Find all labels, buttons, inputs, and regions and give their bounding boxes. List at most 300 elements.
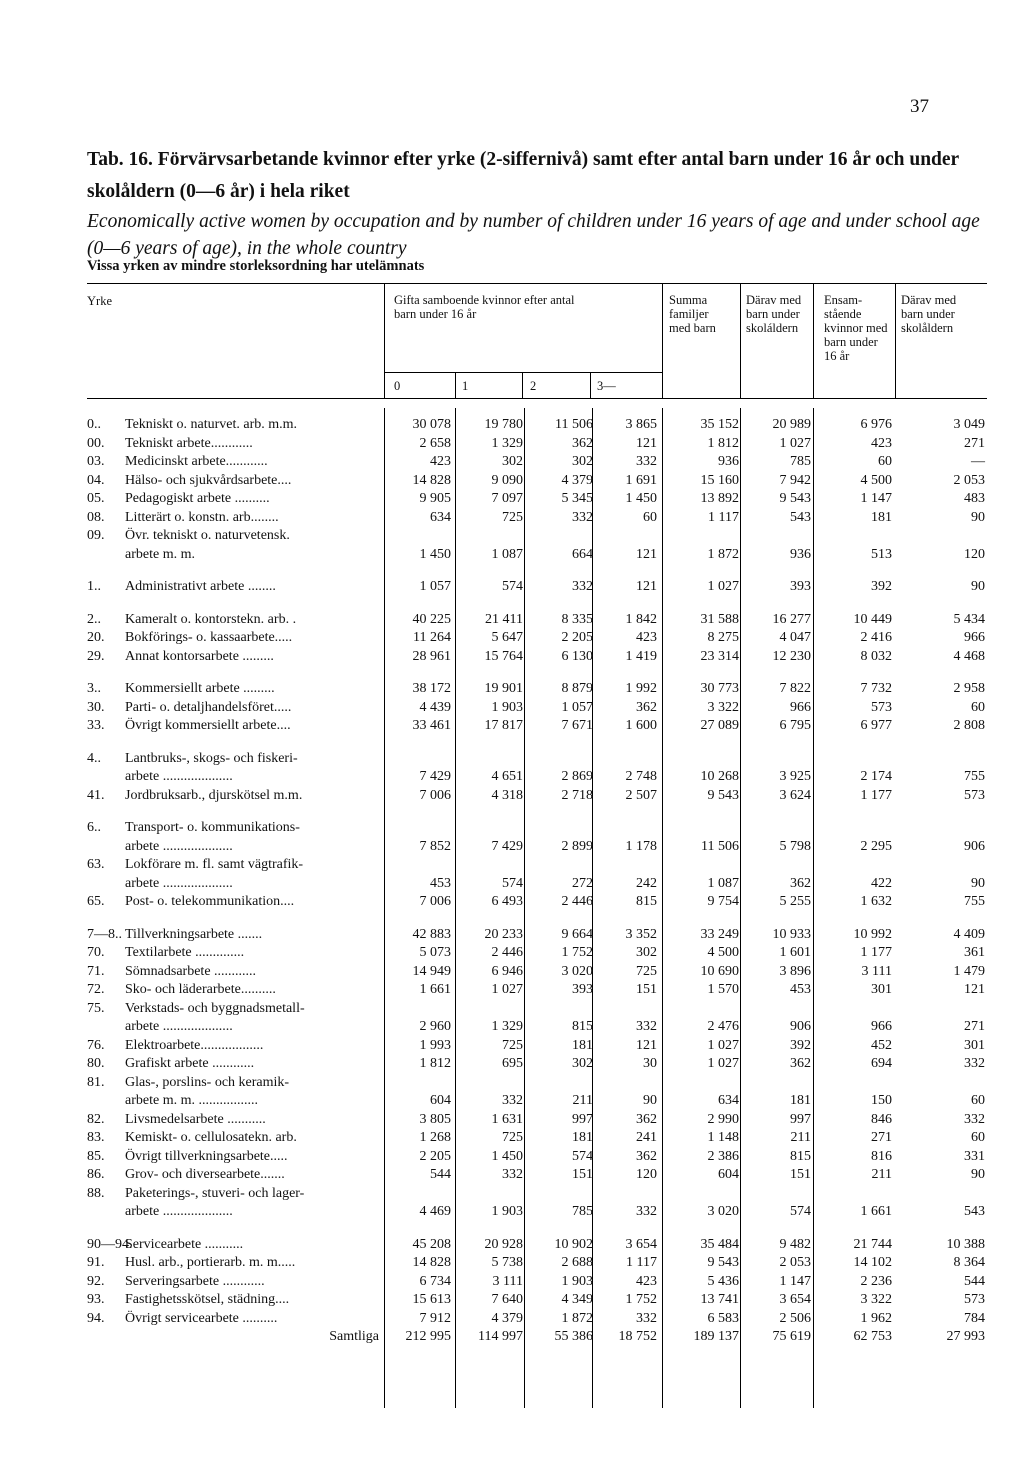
row-value: 1 479 <box>953 963 985 979</box>
table-row <box>87 1148 987 1167</box>
row-value: 2 205 <box>419 1148 451 1164</box>
row-label: Annat kontorsarbete ......... <box>125 648 274 664</box>
row-value: 1 027 <box>707 1056 739 1071</box>
row-value: 9 543 <box>779 491 811 506</box>
row-value: 12 230 <box>772 648 811 664</box>
row-value: 1 450 <box>491 1148 523 1164</box>
row-value: 936 <box>790 546 811 562</box>
row-value: 362 <box>790 1056 811 1071</box>
row-value: 6 795 <box>779 718 811 733</box>
row-value: 121 <box>636 435 657 451</box>
row-label: arbete .................... <box>125 875 233 891</box>
table-row <box>87 1018 987 1037</box>
row-value: 5 798 <box>779 838 811 854</box>
row-label: Litterärt o. konstn. arb........ <box>125 509 279 525</box>
header-bottom-rule <box>87 398 987 399</box>
row-value: 3 865 <box>625 417 657 432</box>
table-row <box>87 981 987 1000</box>
table-row <box>87 1037 987 1056</box>
table-row <box>87 472 987 491</box>
row-value: 15 764 <box>484 648 523 664</box>
row-value: 20 989 <box>772 417 811 432</box>
table-row <box>87 787 987 806</box>
row-value: 3 654 <box>625 1236 657 1252</box>
header-sub-3: 3— <box>597 379 616 393</box>
row-value: 694 <box>871 1056 892 1071</box>
row-label: Verkstads- och byggnadsmetall- <box>125 1000 305 1016</box>
row-code: 75. <box>87 1000 105 1016</box>
row-code: 70. <box>87 945 105 960</box>
row-value: 30 <box>643 1056 657 1071</box>
row-value: 181 <box>871 509 892 525</box>
row-value: 332 <box>502 1093 523 1108</box>
table-row <box>87 893 987 912</box>
table-row <box>87 750 987 769</box>
row-code: 29. <box>87 648 105 664</box>
row-value: 14 949 <box>412 963 451 979</box>
row-value: 1 661 <box>860 1204 892 1219</box>
row-value: 242 <box>636 875 657 891</box>
row-value: 181 <box>572 1037 593 1053</box>
row-value: 31 588 <box>700 611 739 627</box>
row-label: Elektroarbete.................. <box>125 1037 264 1053</box>
row-value: 483 <box>964 491 985 506</box>
row-value: 211 <box>790 1130 811 1145</box>
row-label: Jordbruksarb., djurskötsel m.m. <box>125 787 303 803</box>
row-value: 121 <box>964 982 985 997</box>
row-value: 301 <box>871 982 892 997</box>
row-value: 362 <box>572 435 593 451</box>
row-value: 332 <box>964 1111 985 1127</box>
row-value: 18 752 <box>618 1329 657 1344</box>
row-value: 7 912 <box>419 1310 451 1326</box>
row-label: Tekniskt o. naturvet. arb. m.m. <box>125 417 298 432</box>
row-value: 1 057 <box>419 579 451 594</box>
row-value: 62 753 <box>853 1329 892 1344</box>
row-value: 331 <box>964 1148 985 1164</box>
header-divider <box>740 283 741 398</box>
row-value: 1 601 <box>779 945 811 960</box>
row-value: 211 <box>871 1167 892 1182</box>
row-value: 332 <box>572 579 593 594</box>
row-value: 7 822 <box>779 681 811 696</box>
row-value: 181 <box>572 1130 593 1145</box>
table-row <box>87 768 987 787</box>
row-value: 16 277 <box>772 611 811 627</box>
row-value: 7 429 <box>419 769 451 784</box>
row-value: 90 <box>971 1167 985 1182</box>
row-value: 55 386 <box>554 1329 593 1344</box>
table-row <box>87 1291 987 1310</box>
row-value: 2 958 <box>953 681 985 696</box>
subheader-divider <box>455 372 456 398</box>
row-value: 5 647 <box>491 630 523 645</box>
table-row <box>87 1203 987 1222</box>
row-value: 423 <box>636 1273 657 1289</box>
row-value: 2 446 <box>561 894 593 909</box>
row-value: 4 318 <box>491 787 523 803</box>
row-value: 1 872 <box>707 546 739 562</box>
table-row <box>87 1055 987 1074</box>
row-code: 81. <box>87 1074 105 1090</box>
row-value: 1 962 <box>860 1310 892 1326</box>
row-value: 30 773 <box>700 681 739 696</box>
row-value: 2 688 <box>561 1255 593 1270</box>
table-row <box>87 680 987 699</box>
row-value: 3 352 <box>625 926 657 942</box>
row-value: 6 977 <box>860 718 892 733</box>
row-value: 573 <box>964 1292 985 1307</box>
row-value: 574 <box>572 1148 593 1164</box>
row-value: 3 654 <box>779 1292 811 1307</box>
row-value: 3 896 <box>779 963 811 979</box>
row-value: 3 049 <box>953 417 985 432</box>
row-value: 574 <box>502 579 523 594</box>
row-value: 20 928 <box>484 1236 523 1252</box>
row-value: 906 <box>964 838 985 854</box>
row-value: 10 992 <box>853 926 892 942</box>
table-total-row <box>87 1328 987 1347</box>
row-value: 7 942 <box>779 472 811 488</box>
row-value: 4 047 <box>779 630 811 645</box>
row-value: 10 449 <box>853 611 892 627</box>
header-summa: Summa familjer med barn <box>669 293 716 335</box>
row-value: 604 <box>430 1093 451 1108</box>
table-row <box>87 1273 987 1292</box>
row-code: 7—8.. <box>87 926 122 942</box>
row-value: 1 057 <box>561 699 593 715</box>
row-value: 816 <box>871 1148 892 1164</box>
row-value: 1 903 <box>491 699 523 715</box>
row-value: 1 419 <box>625 648 657 664</box>
row-label: Textilarbete .............. <box>125 945 245 960</box>
row-value: — <box>971 454 985 469</box>
row-value: 997 <box>572 1111 593 1127</box>
row-value: 423 <box>430 454 451 469</box>
header-sub-2: 2 <box>530 379 537 393</box>
row-label: Tekniskt arbete............ <box>125 435 253 451</box>
row-value: 2 808 <box>953 718 985 733</box>
row-code: 4.. <box>87 750 101 766</box>
row-value: 9 543 <box>707 1255 739 1270</box>
row-value: 362 <box>636 1111 657 1127</box>
row-value: 60 <box>971 1130 985 1145</box>
row-value: 815 <box>790 1148 811 1164</box>
row-code: 71. <box>87 963 105 979</box>
row-value: 10 902 <box>554 1236 593 1252</box>
table-row <box>87 944 987 963</box>
row-value: 785 <box>790 454 811 469</box>
table-row <box>87 926 987 945</box>
row-value: 10 690 <box>700 963 739 979</box>
row-value: 7 640 <box>491 1292 523 1307</box>
row-label: arbete m. m. ................. <box>125 1093 258 1108</box>
row-value: 9 905 <box>419 491 451 506</box>
row-value: 30 078 <box>412 417 451 432</box>
row-label: Övrigt servicearbete .......... <box>125 1310 278 1326</box>
table-row <box>87 629 987 648</box>
row-value: 1 027 <box>707 1037 739 1053</box>
row-label: Pedagogiskt arbete .......... <box>125 491 270 506</box>
row-label: Grov- och diversearbete....... <box>125 1167 285 1182</box>
row-value: 2 386 <box>707 1148 739 1164</box>
row-value: 3 322 <box>707 699 739 715</box>
row-label: Sömnadsarbete ............ <box>125 963 257 979</box>
row-value: 150 <box>871 1093 892 1108</box>
row-value: 42 883 <box>412 926 451 942</box>
table-row <box>87 1310 987 1329</box>
row-value: 543 <box>964 1204 985 1219</box>
row-label: Servicearbete ........... <box>125 1236 244 1252</box>
row-label: Husl. arb., portierarb. m. m..... <box>125 1255 296 1270</box>
row-value: 7 097 <box>491 491 523 506</box>
row-value: 2 295 <box>860 838 892 854</box>
table-row <box>87 1129 987 1148</box>
row-value: 2 869 <box>561 769 593 784</box>
row-label: Paketerings-, stuveri- och lager- <box>125 1185 305 1201</box>
row-value: 423 <box>636 630 657 645</box>
row-value: 7 732 <box>860 681 892 696</box>
row-value: 2 507 <box>625 787 657 803</box>
row-value: 966 <box>790 699 811 715</box>
row-code: 83. <box>87 1130 105 1145</box>
table-note: Vissa yrken av mindre storleksordning har utelämnats <box>87 258 425 274</box>
row-value: 33 461 <box>412 718 451 733</box>
row-value: 725 <box>636 963 657 979</box>
row-value: 4 500 <box>860 472 892 488</box>
subheader-divider <box>590 372 591 398</box>
header-divider <box>662 283 663 398</box>
table-row <box>87 819 987 838</box>
row-value: 121 <box>636 1037 657 1053</box>
row-value: 3 111 <box>861 963 892 979</box>
row-value: 120 <box>636 1167 657 1182</box>
row-value: 4 379 <box>561 472 593 488</box>
row-value: 9 482 <box>779 1236 811 1252</box>
row-value: 1 147 <box>779 1273 811 1289</box>
row-value: 1 600 <box>625 718 657 733</box>
row-value: 815 <box>636 894 657 909</box>
row-value: 90 <box>971 875 985 891</box>
header-darav-2: Därav med barn under skolåldern <box>901 293 957 335</box>
row-label: arbete .................... <box>125 1019 233 1034</box>
row-value: 2 053 <box>779 1255 811 1270</box>
row-value: 10 388 <box>946 1236 985 1252</box>
row-value: 574 <box>502 875 523 891</box>
table-row <box>87 1254 987 1273</box>
row-value: 725 <box>502 1130 523 1145</box>
row-code: 93. <box>87 1292 105 1307</box>
row-value: 815 <box>572 1019 593 1034</box>
row-value: 9 754 <box>707 894 739 909</box>
row-value: 1 691 <box>625 472 657 488</box>
row-value: 513 <box>871 546 892 562</box>
row-label: arbete m. m. <box>125 546 195 562</box>
row-value: 3 322 <box>860 1292 892 1307</box>
row-label: Kemiskt- o. cellulosatekn. arb. <box>125 1130 297 1145</box>
row-value: 725 <box>502 509 523 525</box>
row-value: 7 852 <box>419 838 451 854</box>
row-value: 20 233 <box>484 926 523 942</box>
row-code: 00. <box>87 435 105 451</box>
row-value: 7 006 <box>419 894 451 909</box>
row-label: Kameralt o. kontorstekn. arb. . <box>125 611 297 627</box>
header-sub-0: 0 <box>394 379 401 393</box>
row-value: 90 <box>971 509 985 525</box>
row-code: 33. <box>87 718 105 733</box>
row-value: 1 177 <box>860 945 892 960</box>
row-value: 11 506 <box>555 417 593 432</box>
row-value: 1 117 <box>708 509 739 525</box>
header-divider <box>813 283 814 398</box>
row-value: 272 <box>572 875 593 891</box>
row-value: 393 <box>790 579 811 594</box>
row-value: 120 <box>964 546 985 562</box>
row-value: 4 439 <box>419 699 451 715</box>
row-code: 72. <box>87 982 105 997</box>
row-value: 1 632 <box>860 894 892 909</box>
row-value: 634 <box>430 509 451 525</box>
row-value: 2 416 <box>860 630 892 645</box>
row-value: 90 <box>643 1093 657 1108</box>
row-code: 63. <box>87 857 105 872</box>
table-row <box>87 1236 987 1255</box>
row-value: 695 <box>502 1056 523 1071</box>
table-row <box>87 527 987 546</box>
table-row <box>87 1000 987 1019</box>
row-value: 1 147 <box>860 491 892 506</box>
header-divider <box>384 283 385 398</box>
row-label: Lokförare m. fl. samt vägtrafik- <box>125 857 304 872</box>
row-value: 2 658 <box>419 435 451 451</box>
row-value: 14 828 <box>412 472 451 488</box>
row-value: 8 879 <box>561 681 593 696</box>
row-value: 5 436 <box>707 1273 739 1289</box>
row-code: 6.. <box>87 820 101 835</box>
row-value: 151 <box>636 982 657 997</box>
row-value: 332 <box>572 509 593 525</box>
row-value: 151 <box>790 1167 811 1182</box>
row-value: 332 <box>636 454 657 469</box>
row-value: 302 <box>636 945 657 960</box>
row-label: Övrigt tillverkningsarbete..... <box>125 1148 288 1164</box>
row-value: 1 842 <box>625 611 657 627</box>
row-value: 90 <box>971 579 985 594</box>
row-code: 08. <box>87 509 105 525</box>
row-value: 785 <box>572 1204 593 1219</box>
row-value: 2 476 <box>707 1019 739 1034</box>
row-code: 82. <box>87 1111 105 1127</box>
row-value: 6 493 <box>491 894 523 909</box>
row-label: Medicinskt arbete............ <box>125 454 268 469</box>
row-value: 5 255 <box>779 894 811 909</box>
row-value: 362 <box>636 1148 657 1164</box>
row-label: Övr. tekniskt o. naturvetensk. <box>125 528 290 543</box>
row-value: 1 027 <box>779 435 811 451</box>
row-value: 2 506 <box>779 1310 811 1326</box>
row-value: 1 027 <box>707 579 739 594</box>
row-code: 86. <box>87 1167 105 1182</box>
table-row <box>87 1074 987 1093</box>
header-darav-1: Därav med barn under skoláldern <box>746 293 802 335</box>
row-code: 41. <box>87 787 105 803</box>
row-value: 3 020 <box>561 963 593 979</box>
row-code: 2.. <box>87 611 101 627</box>
row-value: 634 <box>718 1093 739 1108</box>
row-value: 271 <box>871 1130 892 1145</box>
row-value: 19 901 <box>484 681 523 696</box>
row-value: 3 925 <box>779 769 811 784</box>
row-value: 392 <box>871 579 892 594</box>
row-value: 997 <box>790 1111 811 1127</box>
row-value: 7 429 <box>491 838 523 854</box>
row-code: 20. <box>87 630 105 645</box>
row-value: 574 <box>790 1204 811 1219</box>
row-value: 35 152 <box>700 417 739 432</box>
row-value: 1 992 <box>625 681 657 696</box>
row-value: 1 812 <box>707 435 739 451</box>
row-value: 271 <box>964 1019 985 1034</box>
row-value: 4 349 <box>561 1292 593 1307</box>
table-row <box>87 648 987 667</box>
row-value: 17 817 <box>484 718 523 733</box>
row-code: 3.. <box>87 681 101 696</box>
row-value: 4 500 <box>707 945 739 960</box>
row-value: 1 903 <box>491 1204 523 1219</box>
row-value: 5 345 <box>561 491 593 506</box>
table-row <box>87 490 987 509</box>
table-row <box>87 578 987 597</box>
row-value: 27 993 <box>946 1329 985 1344</box>
table-row <box>87 453 987 472</box>
table-row <box>87 546 987 565</box>
row-value: 2 899 <box>561 838 593 854</box>
row-value: 13 892 <box>700 491 739 506</box>
row-value: 4 379 <box>491 1310 523 1326</box>
row-value: 573 <box>871 699 892 715</box>
row-value: 10 268 <box>700 769 739 784</box>
row-value: 181 <box>790 1093 811 1108</box>
row-value: 6 583 <box>707 1310 739 1326</box>
row-value: 302 <box>502 454 523 469</box>
row-value: 3 624 <box>779 787 811 803</box>
row-value: 1 872 <box>561 1310 593 1326</box>
table-row <box>87 699 987 718</box>
row-value: 2 236 <box>860 1273 892 1289</box>
row-value: 1 903 <box>561 1273 593 1289</box>
row-label: Parti- o. detaljhandelsföret..... <box>125 699 292 715</box>
row-label: Sko- och läderarbete.......... <box>125 982 276 997</box>
row-code: 88. <box>87 1185 105 1201</box>
row-value: 1 329 <box>491 1019 523 1034</box>
row-value: 936 <box>718 454 739 469</box>
row-value: 6 946 <box>491 963 523 979</box>
row-value: 784 <box>964 1310 985 1326</box>
row-label: Lantbruks-, skogs- och fiskeri- <box>125 750 298 766</box>
row-value: 452 <box>871 1037 892 1053</box>
row-value: 332 <box>964 1056 985 1071</box>
row-value: 13 741 <box>700 1292 739 1307</box>
table-row <box>87 509 987 528</box>
table-row <box>87 838 987 857</box>
row-value: 302 <box>572 454 593 469</box>
row-value: 2 174 <box>860 769 892 784</box>
row-value: 422 <box>871 875 892 891</box>
table-row <box>87 717 987 736</box>
row-value: 60 <box>971 1093 985 1108</box>
row-code: 65. <box>87 894 105 909</box>
row-value: 573 <box>964 787 985 803</box>
